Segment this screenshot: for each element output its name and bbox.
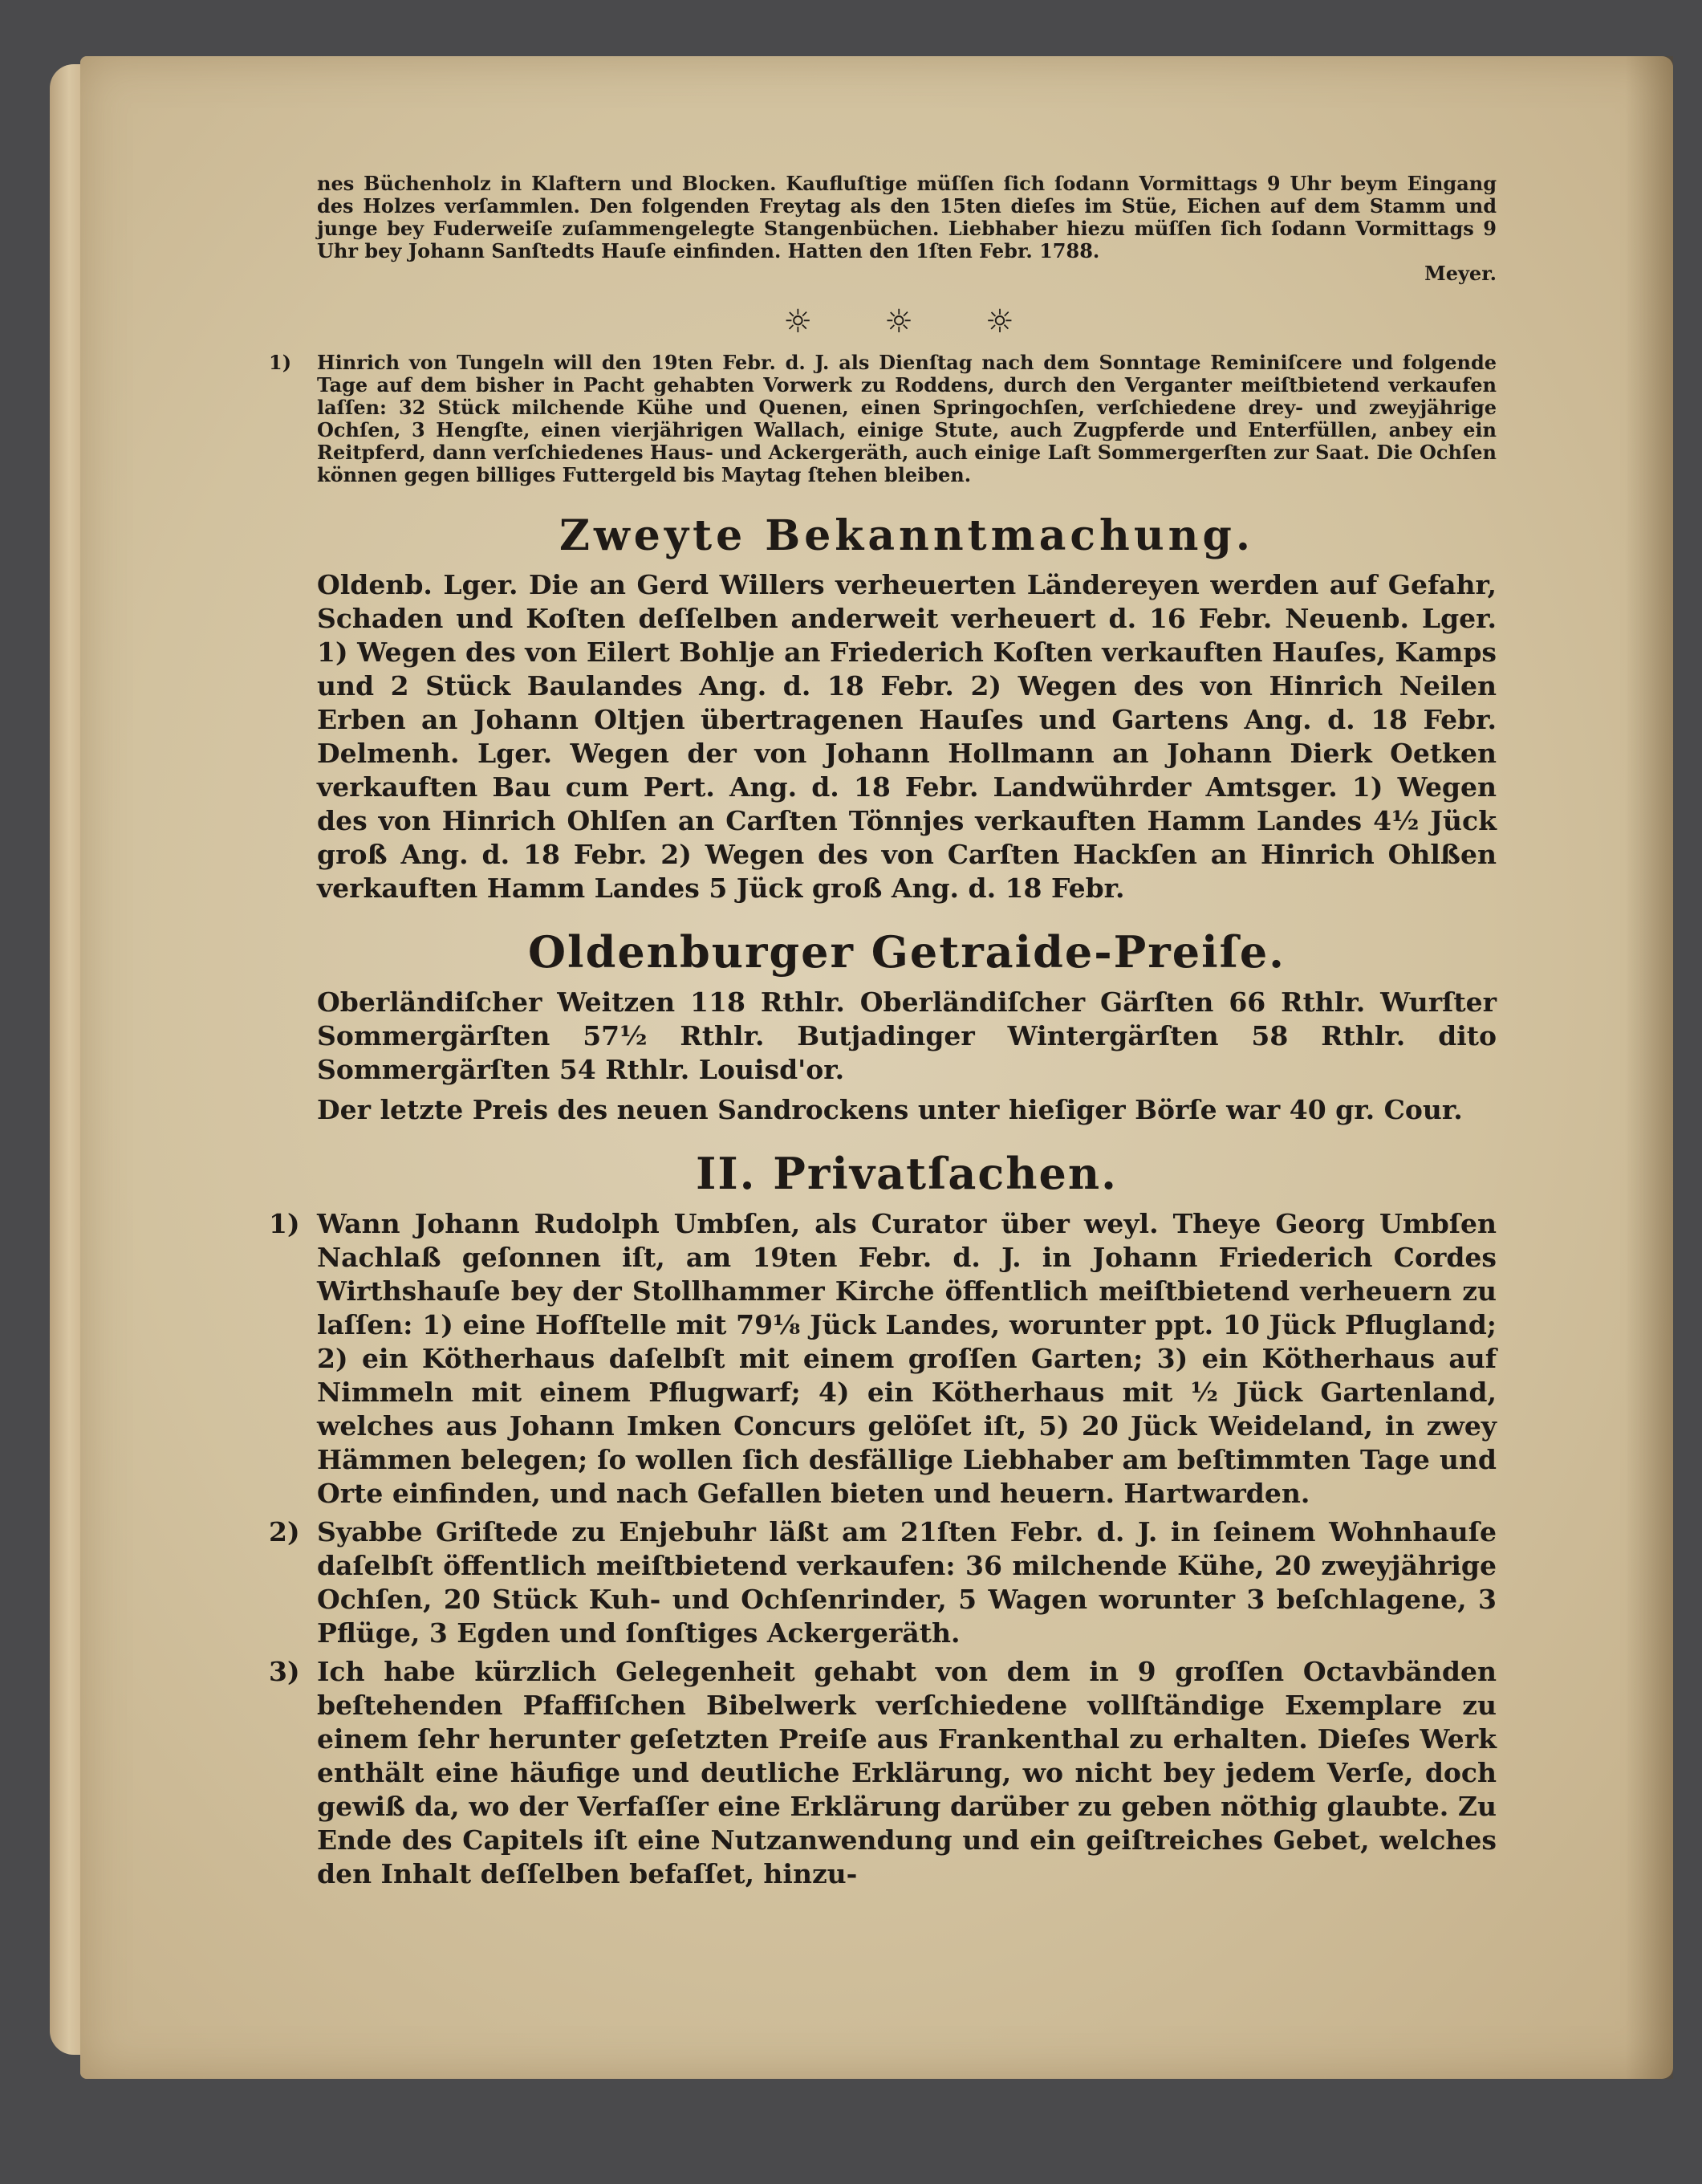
entry-text: Wann Johann Rudolph Umbſen, als Curator über weyl. Theye Georg Umbſen Nachlaß geſonnen iſt, am 19ten Febr. d. J. in Johann Friederich Cordes Wirthshauſe bey der Stollhammer Kirche öffentlich meiſtbietend verheuern zu laſſen: 1) eine Hofſtelle mit 79⅛ Jück Landes, worunter ppt. 10 Jück Pflugland; 2) ein Kötherhaus daſelbſt mit einem groſſen Garten; 3) ein Kötherhaus auf Nimmeln mit einem Pflugwarf; 4) ein Kötherhaus mit ½ Jück Gartenland, welches aus Johann Imken Concurs gelöſet iſt, 5) 20 Jück Weideland, in zwey Hämmen belegen; ſo wollen ſich desfällige Liebhaber am beſtimmten Tage und Orte einfinden, und nach Gefallen bieten und heuern. Hartwarden. (317, 1208, 1497, 1509)
page-gutter-shadow (1625, 56, 1673, 2079)
continuation-paragraph: nes Büchenholz in Klaftern und Blocken. Kaufluſtige müſſen ſich ſodann Vormittags 9 Uhr beym Eingang des Holzes verſammlen. Den folgenden Freytag als den 15ten dieſes im Stüe, Eichen auf dem Stamm und junge bey Fuderweiſe zuſammengelegte Stangenbüchen. Liebhaber hiezu müſſen ſich ſodann Vormittags 9 Uhr bey Johann Sanſtedts Hauſe einfinden. Hatten den 1ſten Febr. 1788. (317, 172, 1497, 262)
privat-entry (269, 1207, 1497, 1511)
entry-number: 3) (269, 1656, 300, 1687)
entry-text: Hinrich von Tungeln will den 19ten Febr. d. J. als Dienſtag nach dem Sonntage Reminiſcere und folgende Tage auf dem bisher in Pacht gehabten Vorwerk zu Roddens, durch den Verganter meiſtbietend verkaufen laſſen: 32 Stück milchende Kühe und Quenen, einen Springochſen, verſchiedene drey- und zweyjährige Ochſen, 3 Hengſte, einen vierjährigen Wallach, einige Stute, auch Zugpferde und Enterfüllen, anbey ein Reitpferd, dann verſchiedenes Haus- und Ackergeräth, auch einige Laſt Sommergerſten zur Saat. Die Ochſen können gegen billiges Futtergeld bis Maytag ſtehen bleiben. (317, 351, 1497, 486)
page-text (269, 172, 1497, 1896)
entry-number: 1) (269, 351, 292, 374)
signer: Meyer. (1424, 262, 1497, 285)
entry-number: 2) (269, 1516, 300, 1548)
ornament-stars: ☼☼☼ (783, 303, 1087, 340)
section-heading-privat: II. Privatſachen. (696, 1148, 1118, 1199)
preise-note: Der letzte Preis des neuen Sandrockens unter hieſiger Börſe war 40 gr. Cour. (317, 1094, 1463, 1125)
entry-text: Ich habe kürzlich Gelegenheit gehabt von dem in 9 groſſen Octavbänden beſtehenden Pfaffiſchen Bibelwerk verſchiedene vollſtändige Exemplare zu einem ſehr herunter geſetzten Preiſe aus Frankenthal zu erhalten. Dieſes Werk enthält eine häufige und deutliche Erklärung, wo nicht bey jedem Verſe, doch gewiß da, wo der Verfaſſer eine Erklärung darüber zu geben nöthig glaubte. Zu Ende des Capitels iſt eine Nutzanwendung und ein geiſtreiches Gebet, welches den Inhalt deſſelben befaſſet, hinzu- (317, 1656, 1497, 1889)
notice-entry (269, 351, 1497, 486)
preise-paragraph: Oberländiſcher Weitzen 118 Rthlr. Oberländiſcher Gärſten 66 Rthlr. Wurſter Sommergärſten 57½ Rthlr. Butjadinger Wintergärſten 58 Rthlr. dito Sommergärſten 54 Rthlr. Louisd'or. (317, 986, 1497, 1085)
entry-number: 1) (269, 1208, 300, 1239)
section-heading-preise: Oldenburger Getraide-Preiſe. (528, 926, 1286, 978)
privat-entry (269, 1655, 1497, 1891)
section-heading-zweyte: Zweyte Bekanntmachung. (559, 511, 1254, 560)
zweyte-paragraph: Oldenb. Lger. Die an Gerd Willers verheuerten Ländereyen werden auf Gefahr, Schaden und Koſten deſſelben anderweit verheuert d. 16 Febr. Neuenb. Lger. 1) Wegen des von Eilert Bohlje an Friederich Koſten verkauften Hauſes, Kamps und 2 Stück Baulandes Ang. d. 18 Febr. 2) Wegen des von Hinrich Neilen Erben an Johann Oltjen übertragenen Hauſes und Gartens Ang. d. 18 Febr. Delmenh. Lger. Wegen der von Johann Hollmann an Johann Dierk Oetken verkauften Bau cum Pert. Ang. d. 18 Febr. Landwührder Amtsger. 1) Wegen des von Hinrich Ohlſen an Carſten Tönnjes verkauften Hamm Landes 4½ Jück groß Ang. d. 18 Febr. 2) Wegen des von Carſten Hackſen an Hinrich Ohlßen verkauften Hamm Landes 5 Jück groß Ang. d. 18 Febr. (317, 569, 1497, 904)
privat-entry (269, 1515, 1497, 1650)
entry-text: Syabbe Griſtede zu Enjebuhr läßt am 21ſten Febr. d. J. in ſeinem Wohnhauſe daſelbſt öffentlich meiſtbietend verkaufen: 36 milchende Kühe, 20 zweyjährige Ochſen, 20 Stück Kuh- und Ochſenrinder, 5 Wagen worunter 3 beſchlagene, 3 Pflüge, 3 Egden und ſonſtiges Ackergeräth. (317, 1516, 1497, 1649)
